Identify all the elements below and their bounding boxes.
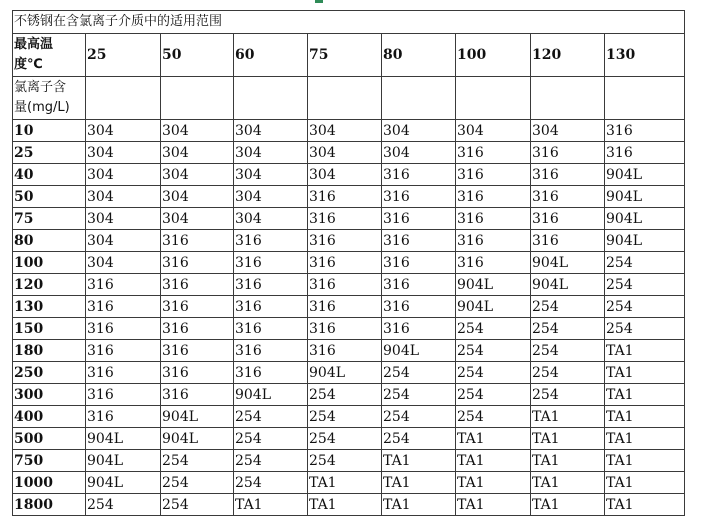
chloride-value-cell: 1800 [13, 494, 86, 516]
temperature-header-cell: 50 [161, 34, 234, 77]
steel-grade-cell: 904L [531, 274, 605, 296]
steel-grade-cell: 304 [86, 208, 161, 230]
steel-grade-cell: 304 [86, 186, 161, 208]
steel-grade-cell: 304 [531, 120, 605, 142]
steel-grade-cell: 254 [234, 428, 308, 450]
temperature-header-cell: 100 [456, 34, 531, 77]
table-row [13, 340, 685, 362]
steel-grade-cell: 316 [382, 208, 456, 230]
steel-grade-cell: 304 [161, 142, 234, 164]
temperature-header-cell: 25 [86, 34, 161, 77]
steel-grade-cell: 904L [161, 428, 234, 450]
steel-grade-cell: 904L [234, 384, 308, 406]
steel-grade-cell: 316 [531, 142, 605, 164]
steel-grade-cell: TA1 [382, 450, 456, 472]
table-row [13, 450, 685, 472]
table-row [13, 230, 685, 252]
temperature-header-cell: 80 [382, 34, 456, 77]
steel-grade-cell: 254 [308, 384, 382, 406]
table-row [13, 186, 685, 208]
steel-grade-cell: 254 [456, 362, 531, 384]
steel-grade-cell: 316 [161, 318, 234, 340]
steel-grade-cell: 316 [456, 208, 531, 230]
steel-grade-cell: 904L [382, 340, 456, 362]
chloride-value-cell: 400 [13, 406, 86, 428]
steel-grade-cell: 316 [382, 164, 456, 186]
steel-grade-cell: 316 [86, 318, 161, 340]
steel-grade-cell: 304 [86, 120, 161, 142]
steel-grade-cell: 904L [605, 208, 685, 230]
steel-grade-cell: 316 [308, 340, 382, 362]
empty-cell [605, 77, 685, 120]
steel-grade-cell: 904L [531, 252, 605, 274]
steel-grade-cell: 904L [308, 362, 382, 384]
steel-grade-cell: 254 [161, 494, 234, 516]
chloride-value-cell: 25 [13, 142, 86, 164]
steel-grade-cell: 304 [161, 186, 234, 208]
steel-grade-cell: 254 [234, 406, 308, 428]
steel-grade-cell: 904L [605, 164, 685, 186]
chloride-value-cell: 300 [13, 384, 86, 406]
chloride-value-cell: 500 [13, 428, 86, 450]
steel-grade-cell: 304 [308, 120, 382, 142]
steel-grade-cell: TA1 [456, 494, 531, 516]
table-row [13, 208, 685, 230]
chloride-value-cell: 130 [13, 296, 86, 318]
table-caption: 不锈钢在含氯离子介质中的适用范围 [13, 11, 685, 34]
steel-grade-cell: 316 [86, 384, 161, 406]
temperature-label-line: 最高温 [14, 37, 54, 52]
steel-grade-cell: 904L [605, 186, 685, 208]
steel-grade-cell: 316 [161, 296, 234, 318]
steel-grade-cell: 316 [161, 274, 234, 296]
steel-grade-cell: 904L [605, 230, 685, 252]
steel-grade-cell: TA1 [531, 494, 605, 516]
steel-grade-cell: TA1 [605, 384, 685, 406]
chloride-value-cell: 250 [13, 362, 86, 384]
steel-grade-cell: TA1 [308, 494, 382, 516]
empty-cell [161, 77, 234, 120]
steel-grade-cell: 904L [456, 296, 531, 318]
steel-grade-cell: 304 [86, 252, 161, 274]
steel-grade-cell: 316 [605, 142, 685, 164]
steel-grade-cell: 304 [308, 142, 382, 164]
steel-grade-cell: 254 [531, 362, 605, 384]
steel-grade-cell: 316 [161, 362, 234, 384]
steel-grade-cell: 316 [456, 164, 531, 186]
steel-grade-cell: 254 [531, 318, 605, 340]
steel-grade-cell: 316 [308, 230, 382, 252]
chloride-value-cell: 1000 [13, 472, 86, 494]
steel-grade-cell: 316 [234, 362, 308, 384]
steel-grade-cell: TA1 [531, 406, 605, 428]
steel-grade-cell: 254 [86, 494, 161, 516]
table-row [13, 384, 685, 406]
steel-grade-cell: 254 [605, 274, 685, 296]
steel-grade-cell: 316 [382, 274, 456, 296]
steel-grade-cell: 304 [86, 164, 161, 186]
steel-grade-cell: 304 [234, 186, 308, 208]
steel-grade-cell: 316 [234, 340, 308, 362]
steel-grade-cell: 304 [308, 164, 382, 186]
steel-grade-cell: 254 [382, 406, 456, 428]
steel-grade-cell: TA1 [605, 450, 685, 472]
steel-grade-cell: TA1 [382, 472, 456, 494]
chloride-value-cell: 40 [13, 164, 86, 186]
steel-grade-cell: 904L [86, 450, 161, 472]
steel-grade-cell: TA1 [308, 472, 382, 494]
steel-grade-cell: TA1 [605, 340, 685, 362]
steel-grade-cell: 316 [86, 340, 161, 362]
steel-grade-cell: 316 [382, 230, 456, 252]
empty-cell [531, 77, 605, 120]
steel-grade-cell: 304 [234, 164, 308, 186]
steel-grade-cell: TA1 [605, 494, 685, 516]
steel-grade-cell: 254 [531, 340, 605, 362]
steel-grade-cell: 316 [531, 164, 605, 186]
temperature-header-cell: 75 [308, 34, 382, 77]
caption-row [13, 11, 685, 34]
table-row [13, 428, 685, 450]
steel-grade-cell: 254 [234, 472, 308, 494]
table-row [13, 164, 685, 186]
steel-grade-cell: 254 [234, 450, 308, 472]
steel-grade-cell: 316 [382, 186, 456, 208]
chloride-label-line: 量(mg/L) [14, 100, 70, 115]
steel-grade-cell: 304 [234, 208, 308, 230]
steel-grade-cell: TA1 [234, 494, 308, 516]
chloride-value-cell: 100 [13, 252, 86, 274]
empty-cell [308, 77, 382, 120]
table-row [13, 296, 685, 318]
chloride-value-cell: 75 [13, 208, 86, 230]
steel-grade-cell: TA1 [456, 450, 531, 472]
steel-grade-cell: 316 [382, 318, 456, 340]
chloride-application-table [12, 10, 685, 516]
steel-grade-cell: 316 [308, 318, 382, 340]
steel-grade-cell: 316 [456, 252, 531, 274]
steel-grade-cell: 316 [234, 318, 308, 340]
chloride-value-cell: 80 [13, 230, 86, 252]
steel-grade-cell: 254 [308, 450, 382, 472]
chloride-value-cell: 150 [13, 318, 86, 340]
empty-cell [382, 77, 456, 120]
table-row [13, 406, 685, 428]
steel-grade-cell: 904L [86, 472, 161, 494]
chloride-value-cell: 50 [13, 186, 86, 208]
steel-grade-cell: 254 [308, 428, 382, 450]
steel-grade-cell: 316 [161, 252, 234, 274]
steel-grade-cell: 254 [308, 406, 382, 428]
steel-grade-cell: 316 [382, 296, 456, 318]
steel-grade-cell: TA1 [531, 428, 605, 450]
steel-grade-cell: 254 [456, 340, 531, 362]
table-row [13, 318, 685, 340]
steel-grade-cell: 316 [234, 252, 308, 274]
steel-grade-cell: 316 [456, 142, 531, 164]
steel-grade-cell: 316 [308, 186, 382, 208]
steel-grade-cell: 304 [234, 120, 308, 142]
steel-grade-cell: 316 [456, 230, 531, 252]
table-row [13, 472, 685, 494]
steel-grade-cell: 304 [161, 120, 234, 142]
steel-grade-cell: TA1 [605, 362, 685, 384]
table-row [13, 120, 685, 142]
steel-grade-cell: 316 [531, 208, 605, 230]
steel-grade-cell: 316 [382, 252, 456, 274]
steel-grade-cell: 316 [308, 252, 382, 274]
steel-grade-cell: 904L [456, 274, 531, 296]
steel-grade-cell: 304 [382, 120, 456, 142]
table-row [13, 252, 685, 274]
steel-grade-cell: TA1 [456, 472, 531, 494]
steel-grade-cell: 254 [382, 384, 456, 406]
steel-grade-cell: 316 [531, 186, 605, 208]
steel-grade-cell: 904L [161, 406, 234, 428]
temperature-label-line: 度℃ [14, 57, 43, 72]
steel-grade-cell: 304 [382, 142, 456, 164]
chloride-value-cell: 180 [13, 340, 86, 362]
steel-grade-cell: 316 [234, 274, 308, 296]
steel-grade-cell: 316 [161, 340, 234, 362]
steel-grade-cell: 316 [161, 230, 234, 252]
steel-grade-cell: 254 [456, 318, 531, 340]
steel-grade-cell: TA1 [605, 472, 685, 494]
empty-cell [234, 77, 308, 120]
steel-grade-cell: 254 [382, 428, 456, 450]
empty-cell [86, 77, 161, 120]
steel-grade-cell: 304 [86, 142, 161, 164]
steel-grade-cell: 316 [86, 296, 161, 318]
chloride-header-row [13, 77, 685, 120]
steel-grade-cell: TA1 [605, 406, 685, 428]
steel-grade-cell: 254 [531, 296, 605, 318]
temperature-header-cell: 120 [531, 34, 605, 77]
steel-grade-cell: 904L [86, 428, 161, 450]
steel-grade-cell: 316 [308, 274, 382, 296]
table-row [13, 362, 685, 384]
table-row [13, 142, 685, 164]
steel-grade-cell: TA1 [531, 472, 605, 494]
steel-grade-cell: 316 [308, 296, 382, 318]
temperature-header-row [13, 34, 685, 77]
steel-grade-cell: 304 [234, 142, 308, 164]
steel-grade-cell: 254 [456, 384, 531, 406]
steel-grade-cell: 254 [531, 384, 605, 406]
chloride-value-cell: 750 [13, 450, 86, 472]
steel-grade-cell: 316 [86, 406, 161, 428]
steel-grade-cell: 254 [605, 252, 685, 274]
steel-grade-cell: TA1 [605, 428, 685, 450]
chloride-label-cell [13, 77, 86, 120]
steel-grade-cell: 316 [308, 208, 382, 230]
temperature-label-cell [13, 34, 86, 77]
steel-grade-cell: 316 [234, 296, 308, 318]
steel-grade-cell: 316 [234, 230, 308, 252]
chloride-value-cell: 120 [13, 274, 86, 296]
temperature-header-cell: 130 [605, 34, 685, 77]
steel-grade-cell: 316 [531, 230, 605, 252]
table-row [13, 494, 685, 516]
steel-grade-cell: 316 [456, 186, 531, 208]
steel-grade-cell: TA1 [382, 494, 456, 516]
steel-grade-cell: 254 [605, 318, 685, 340]
steel-grade-cell: 304 [161, 164, 234, 186]
steel-grade-cell: TA1 [531, 450, 605, 472]
table-row [13, 274, 685, 296]
steel-grade-cell: 254 [605, 296, 685, 318]
steel-grade-cell: 254 [382, 362, 456, 384]
empty-cell [456, 77, 531, 120]
chloride-value-cell: 10 [13, 120, 86, 142]
steel-grade-cell: 304 [161, 208, 234, 230]
steel-grade-cell: 304 [86, 230, 161, 252]
steel-grade-cell: 254 [161, 450, 234, 472]
steel-grade-cell: 316 [605, 120, 685, 142]
top-edge-mark [315, 0, 323, 3]
steel-grade-cell: 304 [456, 120, 531, 142]
steel-grade-cell: 316 [86, 274, 161, 296]
temperature-header-cell: 60 [234, 34, 308, 77]
steel-grade-cell: 254 [456, 406, 531, 428]
steel-grade-cell: 316 [161, 384, 234, 406]
chloride-label-line: 氯离子含 [14, 80, 67, 95]
steel-grade-cell: 316 [86, 362, 161, 384]
steel-grade-cell: TA1 [456, 428, 531, 450]
steel-grade-cell: 254 [161, 472, 234, 494]
